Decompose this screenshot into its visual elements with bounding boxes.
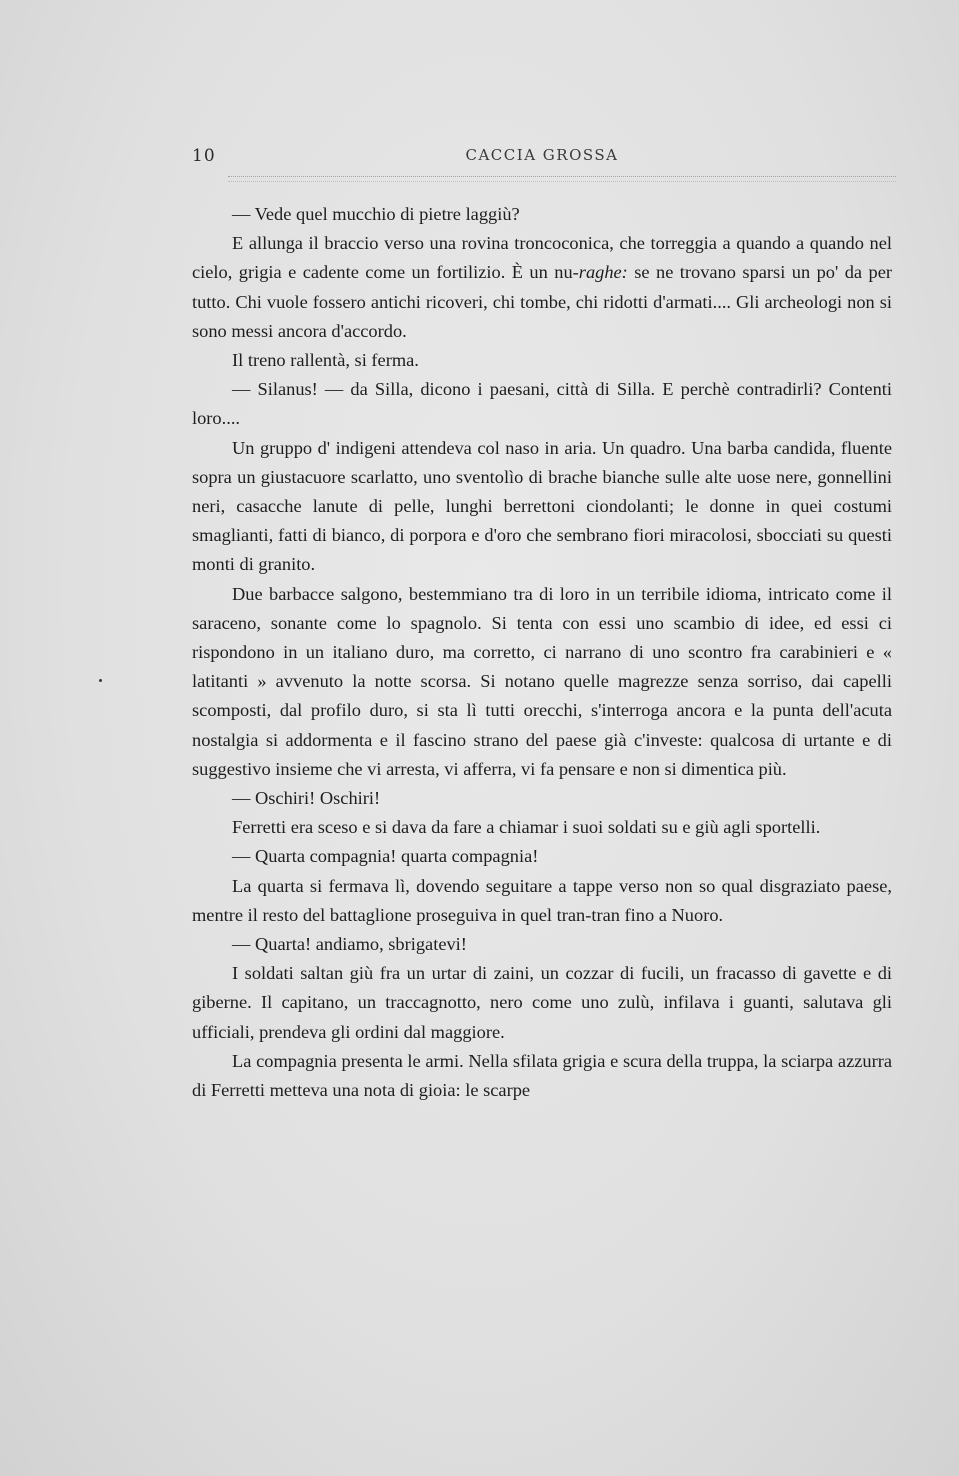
paragraph-13: La compagnia presenta le armi. Nella sfilata grigia e scura della truppa, la sciarpa azzurra di Ferretti metteva una nota di gioia: le scarpe: [192, 1050, 892, 1101]
paragraph-4: — Silanus! — da Silla, dicono i paesani, città di Silla. E perchè contradirli? Contenti loro....: [192, 379, 892, 429]
paragraph-2-part-b: se ne trovano sparsi un po' da per tutto. Chi vuole fossero antichi ricoveri, chi tombe, chi ridotti d'armati.... Gli archeologi non si sono messi ancora d'accordo.: [192, 262, 892, 341]
paragraph-1: — Vede quel mucchio di pietre laggiù?: [232, 204, 520, 224]
paragraph-2: [192, 229, 892, 346]
print-speck: [99, 679, 102, 682]
running-head: [192, 146, 892, 168]
paragraph-6: Due barbacce salgono, bestemmiano tra di loro in un terribile idioma, intricato come il saraceno, sonante come lo spagnolo. Si tenta con essi uno scambio di idee, ed essi ci rispondono in un italiano duro, ma corretto, ci narrano di uno scontro fra carabinieri e « latitanti » avvenuto la notte scorsa. Si notano quelle magrezze senza sorriso, dai capelli scomposti, dal profilo duro, si sta lì tutti orecchi, s'interroga ancora e la punta dell'acuta nostalgia si addormenta e il fascino strano del paese già c'investe: qualcosa di urtante e di suggestivo insieme che vi arresta, vi afferra, vi fa pensare e non si dimentica più.: [192, 583, 892, 779]
body-text: [192, 200, 892, 1105]
paragraph-11: — Quarta! andiamo, sbrigatevi!: [232, 934, 467, 955]
page-number: 10: [192, 146, 216, 166]
italic-term-nuraghe: raghe:: [578, 262, 628, 283]
paragraph-9: — Quarta compagnia! quarta compagnia!: [232, 846, 539, 867]
paragraph-5: Un gruppo d' indigeni attendeva col naso in aria. Un quadro. Una barba candida, fluente sopra un giustacuore scarlatto, uno sventolìo di brache bianche sulle alte uose nere, gonnellini neri, casacche lanute di pelle, lunghi berrettoni ciondolanti; le donne in quei costumi smaglianti, fatti di bianco, di porpora e d'oro che sembrano fiori miracolosi, sbocciati su questi monti di granito.: [192, 437, 892, 575]
running-title: CACCIA GROSSA: [465, 146, 619, 164]
paragraph-12: I soldati saltan giù fra un urtar di zaini, un cozzar di fucili, un fracasso di gavette e di giberne. Il capitano, un traccagnotto, nero come uno zulù, infilava i guanti, salutava gli ufficiali, prendeva gli ordini dal maggiore.: [192, 963, 892, 1042]
header-rule: [228, 176, 896, 182]
paragraph-7: — Oschiri! Oschiri!: [232, 788, 381, 809]
paragraph-10: La quarta si fermava lì, dovendo seguitare a tappe verso non so qual disgraziato paese, mentre il resto del battaglione proseguiva in quel tran-tran fino a Nuoro.: [192, 875, 892, 925]
paragraph-2-part-a: E allunga il braccio verso una rovina troncoconica, che torreggia a quando a quando nel cielo, grigia e cadente come un fortilizio. È un nu-: [192, 233, 892, 283]
paragraph-8: Ferretti era sceso e si dava da fare a chiamar i suoi soldati su e giù agli sportelli.: [232, 817, 821, 838]
paragraph-3: Il treno rallentà, si ferma.: [232, 350, 419, 371]
